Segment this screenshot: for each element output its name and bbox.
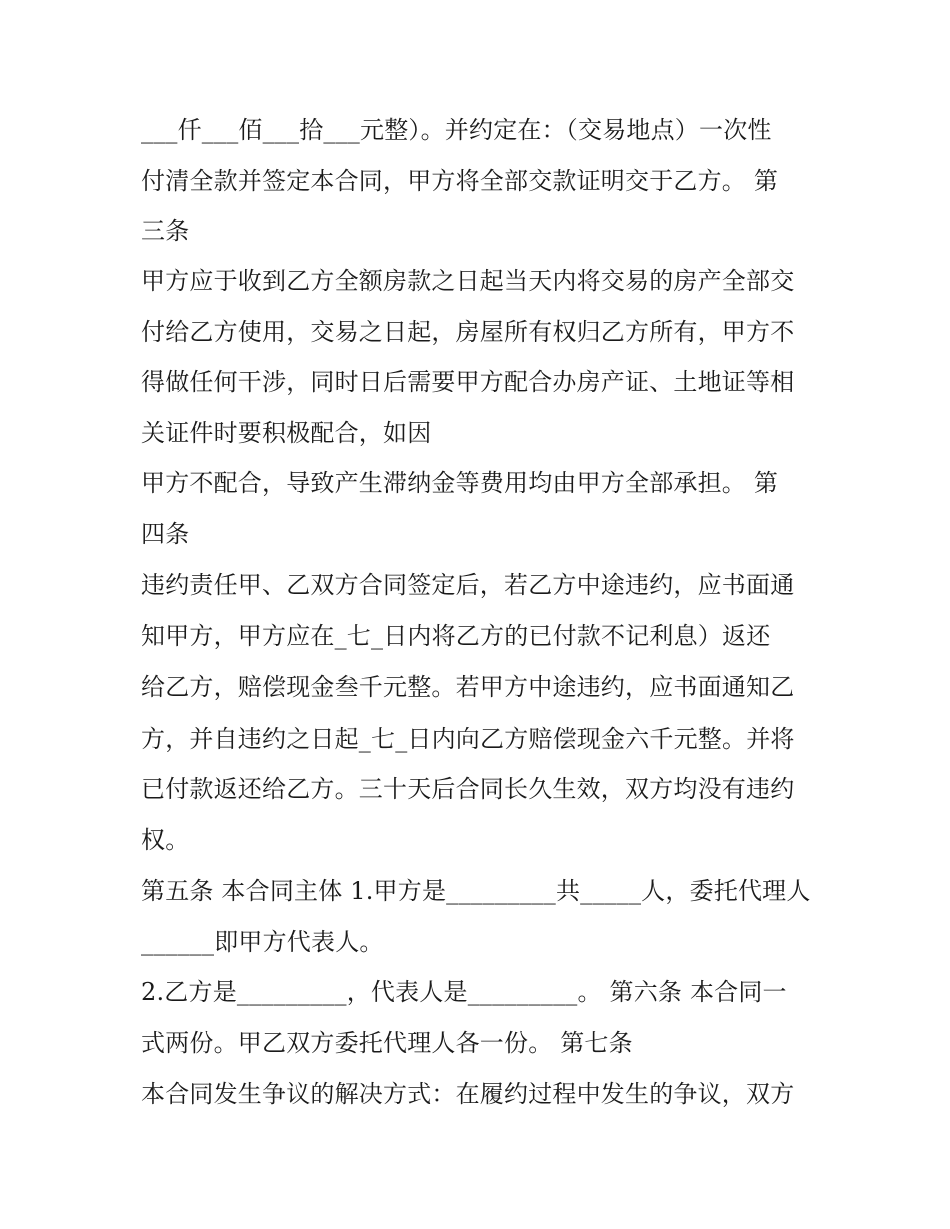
text-line: 违约责任甲、乙双方合同签定后，若乙方中途违约，应书面通 [141, 571, 795, 599]
text-line: 付给乙方使用，交易之日起，房屋所有权归乙方所有，甲方不 [141, 318, 795, 346]
text-line: 已付款返还给乙方。三十天后合同长久生效，双方均没有违约 [141, 775, 795, 803]
text-line: 权。 [141, 826, 190, 854]
text-line: 关证件时要积极配合，如因 [141, 419, 432, 447]
text-line: 甲方应于收到乙方全额房款之日起当天内将交易的房产全部交 [141, 267, 795, 295]
text-line: 式两份。甲乙双方委托代理人各一份。 第七条 [141, 1029, 633, 1057]
text-line: 第五条 本合同主体 1.甲方是_________共_____人，委托代理人 [141, 877, 811, 905]
text-line: ______即甲方代表人。 [141, 928, 384, 956]
text-line: 知甲方，甲方应在_七_日内将乙方的已付款不记利息）返还 [141, 622, 771, 650]
text-line: 四条 [141, 520, 190, 548]
text-line: 方，并自违约之日起_七_日内向乙方赔偿现金六千元整。并将 [141, 725, 795, 753]
text-line: ___仟___佰___拾___元整）。并约定在：（交易地点）一次性 [141, 116, 772, 144]
text-line: 得做任何干涉，同时日后需要甲方配合办房产证、土地证等相 [141, 368, 795, 396]
text-line: 甲方不配合，导致产生滞纳金等费用均由甲方全部承担。 第 [141, 469, 779, 497]
text-line: 2.乙方是_________，代表人是_________。 第六条 本合同一 [141, 978, 787, 1006]
text-line: 三条 [141, 217, 190, 245]
text-line: 给乙方，赔偿现金叁千元整。若甲方中途违约，应书面通知乙 [141, 673, 795, 701]
text-line: 本合同发生争议的解决方式：在履约过程中发生的争议，双方 [141, 1080, 795, 1108]
text-line: 付清全款并签定本合同，甲方将全部交款证明交于乙方。 第 [141, 167, 779, 195]
